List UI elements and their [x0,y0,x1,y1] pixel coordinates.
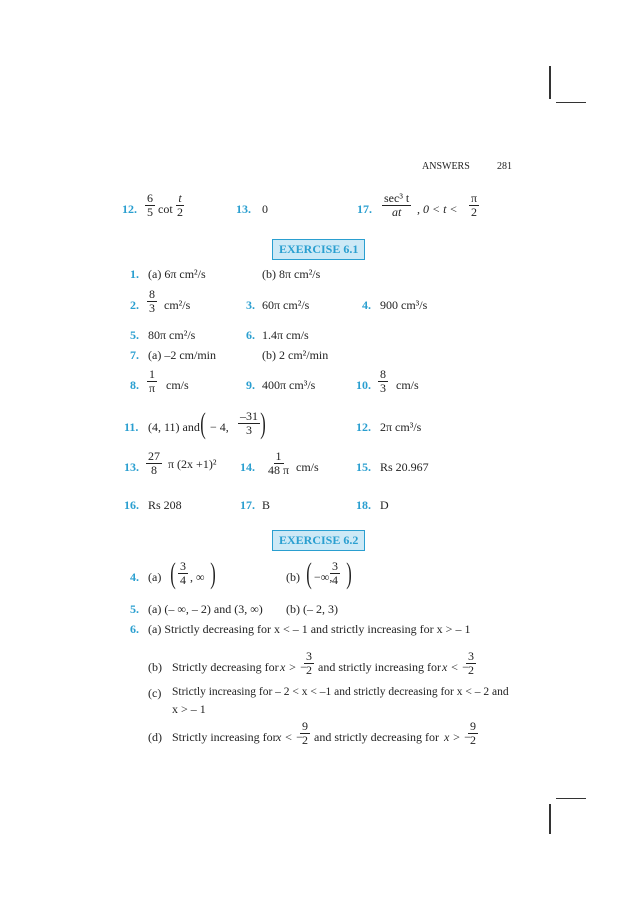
answer-number: 17. [357,202,372,216]
interval-bound: , ∞ [190,570,205,584]
answer-text: x > – 1 [172,702,206,716]
answer-text: and strictly decreasing for [314,730,439,744]
right-paren: ) [260,407,266,440]
fraction: sec³ t at [384,191,410,219]
answer-value: (a) Strictly decreasing for x < – 1 and strictly increasing for x > – 1 [148,622,471,636]
running-header: ANSWERS [422,161,470,172]
answer-value: (b) 2 cm²/min [262,348,329,362]
margin-rule-top [556,102,586,103]
answer-value: 1.4π cm/s [262,328,309,342]
answer-number: 2. [130,298,139,312]
fraction: $\frac{1}{48 \pi}$ [268,449,290,477]
margin-mark-bottom [549,804,551,834]
answer-value: Rs 20.967 [380,460,429,474]
answer-number: 6. [130,622,139,636]
answer-number: 13. [124,460,139,474]
fraction: $\frac{t}{2}$ [177,191,183,219]
answer-value: (a) (– ∞, – 2) and (3, ∞) [148,602,263,616]
unit: cm/s [166,378,189,392]
part-label: (b) [148,660,162,674]
margin-rule-bottom [556,798,586,799]
answer-number: 6. [246,328,255,342]
answer-number: 10. [356,378,371,392]
math-expression: π (2x +1)² [168,457,217,471]
answer-number: 12. [356,420,371,434]
answer-text: Strictly decreasing for [172,660,279,674]
section-heading: EXERCISE 6.1 [272,239,365,260]
condition: , 0 < t < [417,202,458,216]
fraction: $\frac{6}{5}$ [147,191,153,219]
answer-number: 13. [236,202,251,216]
fraction: $\frac{8}{3}$ [149,287,155,315]
inequality: x > − [444,730,472,744]
fraction: $\frac{\pi}{2}$ [471,191,478,219]
answer-number: 5. [130,602,139,616]
right-paren: ) [346,557,352,590]
answer-value: 2π cm³/s [380,420,422,434]
answer-value: 400π cm³/s [262,378,316,392]
section-heading: EXERCISE 6.2 [272,530,365,551]
answer-value: B [262,498,271,512]
part-label: (a) [148,570,162,584]
answer-value: D [380,498,389,512]
interval-bound: −∞, [314,570,333,584]
answer-text: and strictly increasing for [318,660,441,674]
fraction: $\frac{9}{2}$ [470,719,476,747]
part-label: (c) [148,686,162,700]
fraction: $\frac{3}{4}$ [180,559,186,587]
fraction: $\frac{9}{2}$ [302,719,308,747]
coordinate: − 4, [210,420,229,434]
answer-value: (4, 11) and [148,420,200,434]
left-paren: ( [170,557,176,590]
inequality: x < − [442,660,470,674]
margin-mark-top [549,66,551,99]
answer-number: 12. [122,202,137,216]
answer-number: 15. [356,460,371,474]
answer-value: 60π cm²/s [262,298,310,312]
right-paren: ) [210,557,216,590]
fraction: $\frac{-31}{3}$ [240,409,258,437]
fraction: $\frac{3}{2}$ [306,649,312,677]
math-function: cot [158,202,173,216]
answer-value: 900 cm³/s [380,298,428,312]
answer-number: 1. [130,267,139,281]
unit: cm/s [296,460,319,474]
answer-number: 17. [240,498,255,512]
answer-number: 4. [130,570,139,584]
answer-value: 0 [262,202,268,216]
answer-number: 3. [246,298,255,312]
answer-value: (b) 8π cm²/s [262,267,321,281]
fraction: $\frac{3}{2}$ [468,649,474,677]
answer-number: 4. [362,298,371,312]
page-number: 281 [497,161,512,172]
left-paren: ( [306,557,312,590]
unit: cm²/s [164,298,191,312]
answer-number: 8. [130,378,139,392]
fraction: $\frac{1}{\pi}$ [149,367,156,395]
answer-value: (a) 6π cm²/s [148,267,206,281]
answer-number: 9. [246,378,255,392]
fraction: $\frac{27}{8}$ [148,449,160,477]
answer-number: 14. [240,460,255,474]
fraction: $\frac{8}{3}$ [380,367,386,395]
answer-value: (b) (– 2, 3) [286,602,338,616]
answer-value: 80π cm²/s [148,328,196,342]
answer-number: 18. [356,498,371,512]
answer-text: Strictly increasing for – 2 < x < –1 and strictly decreasing for x < – 2 and [172,686,509,698]
inequality: x > − [280,660,308,674]
part-label: (d) [148,730,162,744]
answer-text: Strictly increasing for [172,730,277,744]
inequality: x < − [276,730,304,744]
answer-number: 11. [124,420,139,434]
answer-number: 5. [130,328,139,342]
answer-number: 7. [130,348,139,362]
left-paren: ( [200,407,206,440]
unit: cm/s [396,378,419,392]
answer-value: Rs 208 [148,498,182,512]
part-label: (b) [286,570,300,584]
answer-number: 16. [124,498,139,512]
answer-value: (a) –2 cm/min [148,348,216,362]
fraction: $\frac{3}{4}$ [332,559,338,587]
